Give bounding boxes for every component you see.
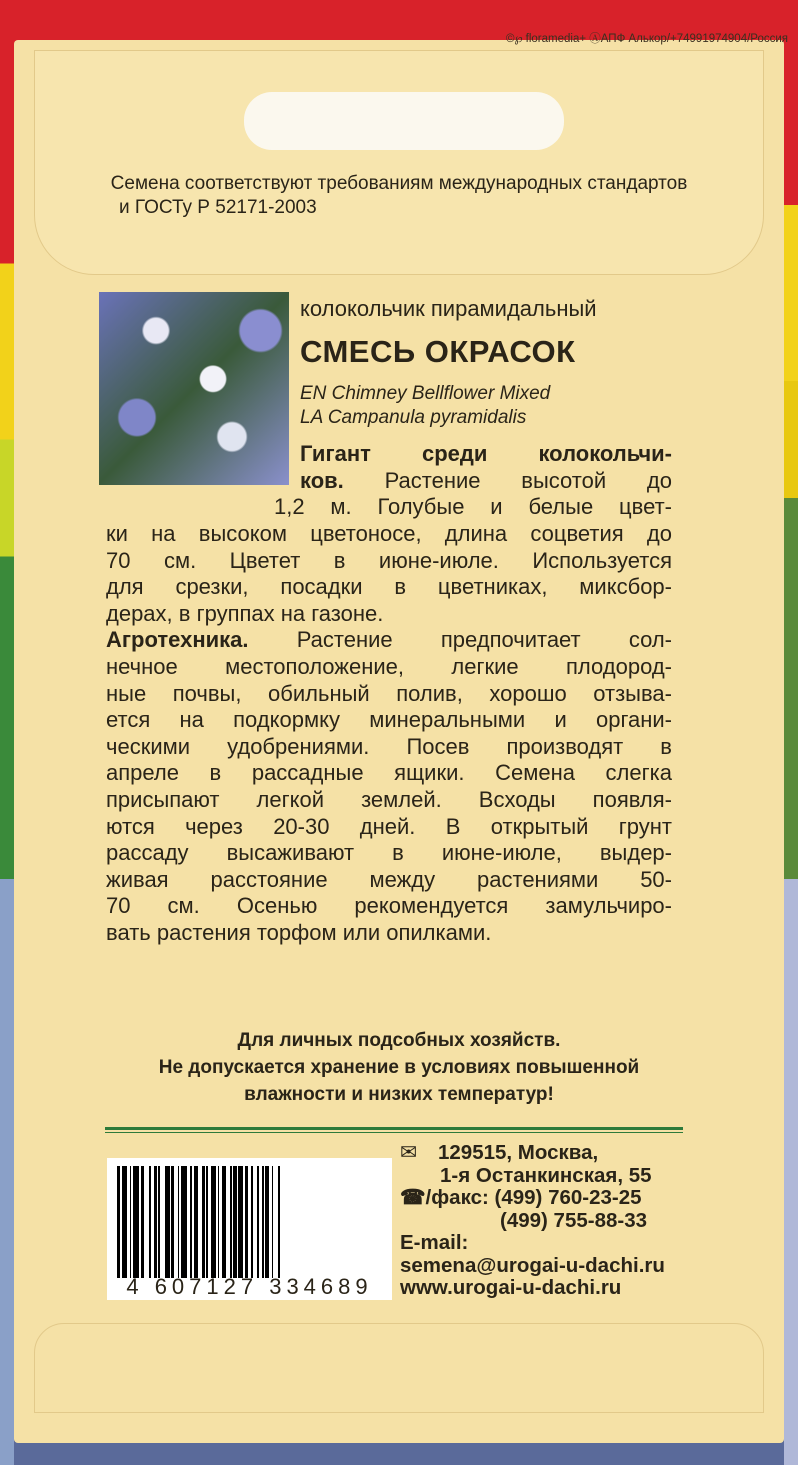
notice-line: Для личных подсобных хозяйств. <box>237 1030 561 1051</box>
text-line: 70 см. Осенью рекомендуется замульчиро- <box>106 893 672 919</box>
mail-icon: ✉ <box>400 1141 418 1164</box>
text-line: ные почвы, обильный полив, хорошо отзыва- <box>106 680 672 706</box>
description-top <box>300 441 672 494</box>
bottom-flap <box>34 1323 764 1413</box>
storage-notice <box>0 1027 798 1108</box>
notice-line: влажности и низких температур! <box>244 1084 554 1105</box>
product-type: колокольчик пирамидальный <box>300 296 597 321</box>
credits: ©℘ floramedia+ ⒶАПФ Алькор/+74991974904/Россия <box>505 33 788 45</box>
text-line: 70 см. Цветет в июне-июле. Используется <box>106 547 672 573</box>
phone-1: (499) 760-23-25 <box>494 1186 642 1209</box>
text-line: ется на подкормку минеральными и органи- <box>106 707 672 733</box>
text-line: апреле в рассадные ящики. Семена слегка <box>106 760 672 786</box>
email-label: E-mail: <box>400 1231 469 1254</box>
standard-line: Семена соответствуют требованиям международных стандартов <box>110 173 688 194</box>
barcode-number: 4 607127 334689 <box>117 1274 382 1300</box>
contact-block <box>400 1142 665 1300</box>
text-line: ки на высоком цветоносе, длина соцветия до <box>106 521 672 546</box>
top-flap <box>34 50 764 275</box>
description-lead: ков. <box>300 467 344 493</box>
text-line: 1,2 м. Голубые и белые цвет- <box>274 494 672 519</box>
website-link[interactable]: www.urogai-u-dachi.ru <box>400 1276 622 1299</box>
description-lead: Гигант среди колокольчи- <box>300 441 672 466</box>
english-name: EN Chimney Bellflower Mixed <box>300 383 551 404</box>
street: 1-я Останкинская, 55 <box>440 1163 652 1187</box>
standard-notice <box>0 172 798 220</box>
standard-line: и ГОСТу Р 52171-2003 <box>119 197 317 218</box>
text-line: для срезки, посадки в цветниках, миксбор- <box>106 574 672 600</box>
notice-line: Не допускается хранение в условиях повышенной <box>158 1057 640 1078</box>
text-line: Растение высотой до <box>343 467 672 493</box>
text-line: дерах, в группах на газоне. <box>106 600 384 626</box>
text-line: ются через 20-30 дней. В открытый грунт <box>106 813 672 839</box>
email-link[interactable]: semena@urogai-u-dachi.ru <box>400 1253 665 1277</box>
barcode-bars <box>117 1166 382 1278</box>
text-line: вать растения торфом или опилками. <box>106 919 492 945</box>
latin-name: LA Campanula pyramidalis <box>300 407 527 428</box>
text-line: Растение предпочитает сол- <box>248 627 672 653</box>
barcode-bar <box>280 1166 283 1278</box>
postcode: 129515, Москва, <box>438 1141 599 1164</box>
description-body <box>106 521 672 947</box>
barcode <box>107 1158 392 1300</box>
text-line: нечное местоположение, легкие плодород- <box>106 653 672 679</box>
divider <box>105 1127 683 1133</box>
product-photo <box>99 292 289 485</box>
product-name: СМЕСЬ ОКРАСОК <box>300 334 576 369</box>
text-line: рассаду высаживают в июне-июле, выдер- <box>106 840 672 866</box>
phone-icon: ☎ <box>400 1186 426 1209</box>
hang-hole <box>244 92 564 150</box>
description-mid <box>274 494 672 521</box>
text-line: ческими удобрениями. Посев производят в <box>106 733 672 759</box>
product-latin <box>300 382 550 430</box>
text-line: живая расстояние между растениями 50- <box>106 866 672 892</box>
phone-2: (499) 755-88-33 <box>500 1208 648 1232</box>
agro-lead: Агротехника. <box>106 627 249 653</box>
text-line: присыпают легкой землей. Всходы появля- <box>106 786 672 812</box>
phone-label: /факс: <box>425 1186 489 1209</box>
